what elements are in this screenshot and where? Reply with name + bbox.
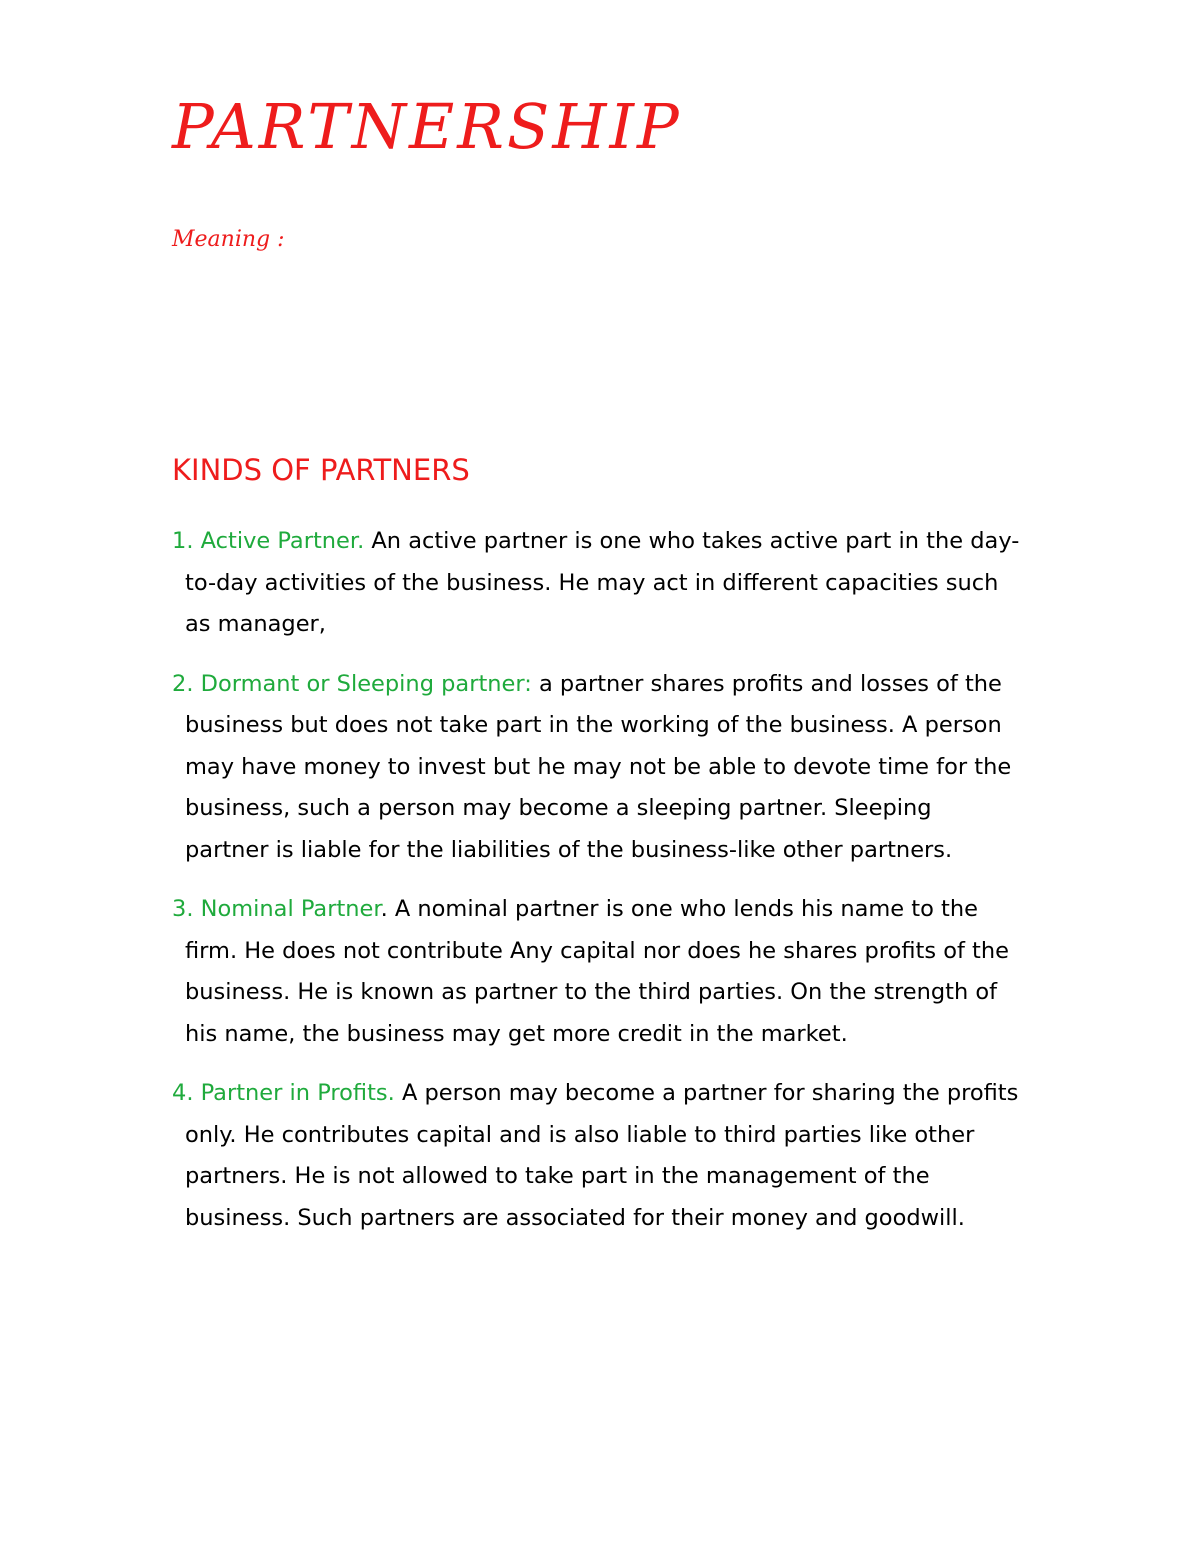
item-term: Partner in Profits. [200, 1080, 395, 1106]
item-number: 1. [172, 528, 194, 554]
item-term: Dormant or Sleeping partner: [200, 670, 532, 697]
page-title: PARTNERSHIP [172, 90, 682, 163]
item-term: Active Partner. [200, 528, 365, 554]
item-number: 2. [172, 670, 194, 697]
item-text: . A nominal partner is one who lends his name to the firm. He does not contribute Any capital nor does he shares profits of the business. He is known as partner to the third parties. On the strength of his name, the business may get more credit in the market. [185, 896, 1009, 1047]
meaning-label: Meaning : [172, 227, 285, 252]
partner-kinds-list [172, 521, 1022, 1257]
list-item [172, 664, 1022, 872]
item-text: An active partner is one who takes active part in the day-to-day activities of the business. He may act in different capacities such as manager, [185, 528, 1020, 637]
section-heading: KINDS OF PARTNERS [172, 453, 470, 487]
item-text: a partner shares profits and losses of the business but does not take part in the working of the business. A person may have money to invest but he may not be able to devote time for the business, such a person may become a sleeping partner. Sleeping partner is liable for the liabilities of the business-like other partners. [185, 670, 1012, 863]
list-item [172, 521, 1022, 646]
item-term: Nominal Partner [200, 896, 381, 922]
item-number: 3. [172, 896, 194, 922]
item-text: A person may become a partner for sharing the profits only. He contributes capital and is also liable to third parties like other partners. He is not allowed to take part in the management of the business. Such partners are associated for their money and goodwill. [185, 1080, 1019, 1231]
list-item [172, 1073, 1022, 1239]
item-number: 4. [172, 1080, 194, 1106]
list-item [172, 889, 1022, 1055]
